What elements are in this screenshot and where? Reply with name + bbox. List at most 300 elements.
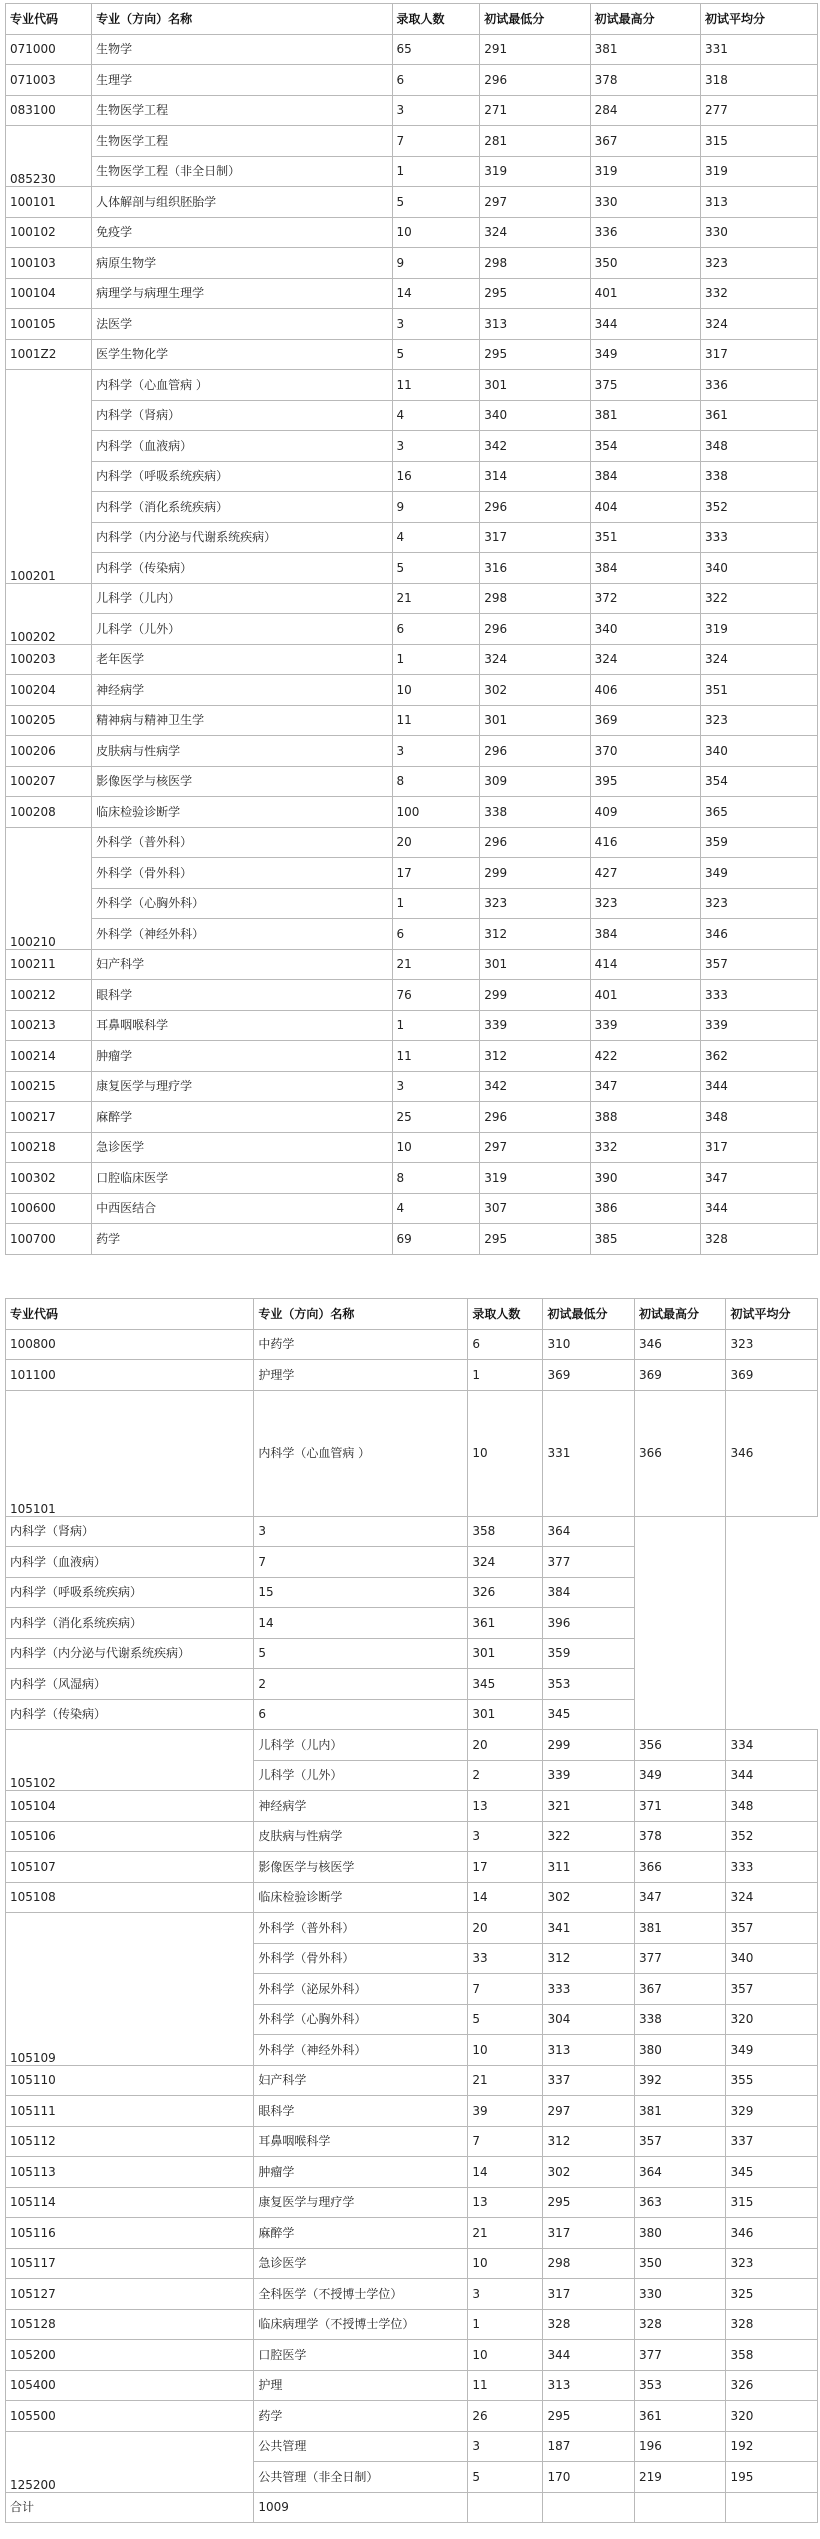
major-name-cell: 病理学与病理生理学 — [92, 278, 392, 309]
major-name-cell: 内科学（心血管病 ） — [254, 1390, 468, 1516]
major-name-cell: 内科学（血液病） — [6, 1547, 254, 1578]
min-score-cell: 295 — [543, 2401, 634, 2432]
major-code-cell: 105113 — [6, 2157, 254, 2188]
avg-score-cell: 369 — [726, 1360, 818, 1391]
min-score-cell: 297 — [543, 2096, 634, 2127]
table-row — [6, 1102, 818, 1133]
avg-score-cell: 354 — [701, 766, 818, 797]
major-code-cell: 100208 — [6, 797, 92, 828]
max-score-cell: 372 — [590, 583, 700, 614]
max-score-cell: 354 — [590, 431, 700, 462]
table-header-row — [6, 1299, 818, 1330]
min-score-cell: 302 — [480, 675, 590, 706]
admitted-count-cell: 5 — [392, 339, 480, 370]
avg-score-cell: 344 — [726, 1760, 818, 1791]
avg-score-cell: 315 — [726, 2187, 818, 2218]
avg-score-cell: 355 — [726, 2065, 818, 2096]
table-row — [6, 2370, 818, 2401]
max-score-cell: 364 — [634, 2157, 725, 2188]
empty-cell — [634, 1516, 725, 1730]
major-name-cell: 全科医学（不授博士学位） — [254, 2279, 468, 2310]
min-score-cell: 299 — [543, 1730, 634, 1761]
major-name-cell: 内科学（消化系统疾病） — [92, 492, 392, 523]
min-score-cell: 295 — [543, 2187, 634, 2218]
max-score-cell: 364 — [543, 1516, 634, 1547]
avg-score-cell: 313 — [701, 187, 818, 218]
column-header: 初试平均分 — [701, 4, 818, 35]
major-code-cell: 100215 — [6, 1071, 92, 1102]
admitted-count-cell: 6 — [468, 1329, 543, 1360]
avg-score-cell: 352 — [726, 1821, 818, 1852]
min-score-cell: 358 — [468, 1516, 543, 1547]
avg-score-cell: 344 — [701, 1193, 818, 1224]
max-score-cell: 385 — [590, 1224, 700, 1255]
avg-score-cell: 326 — [726, 2370, 818, 2401]
admitted-count-cell: 7 — [468, 1974, 543, 2005]
admitted-count-cell: 76 — [392, 980, 480, 1011]
major-code-cell: 100218 — [6, 1132, 92, 1163]
avg-score-cell: 345 — [726, 2157, 818, 2188]
major-name-cell: 内科学（风湿病） — [6, 1669, 254, 1700]
max-score-cell: 422 — [590, 1041, 700, 1072]
max-score-cell: 347 — [590, 1071, 700, 1102]
major-name-cell: 耳鼻咽喉科学 — [254, 2126, 468, 2157]
admitted-count-cell: 20 — [392, 827, 480, 858]
max-score-cell: 350 — [634, 2248, 725, 2279]
major-name-cell: 外科学（骨外科） — [92, 858, 392, 889]
table-row — [6, 797, 818, 828]
admitted-count-cell: 21 — [392, 583, 480, 614]
admitted-count-cell: 5 — [392, 553, 480, 584]
min-score-cell: 326 — [468, 1577, 543, 1608]
avg-score-cell: 317 — [701, 1132, 818, 1163]
major-name-cell: 儿科学（儿外） — [92, 614, 392, 645]
min-score-cell: 344 — [543, 2340, 634, 2371]
major-code-cell: 100102 — [6, 217, 92, 248]
max-score-cell: 284 — [590, 95, 700, 126]
major-name-cell: 护理学 — [254, 1360, 468, 1391]
table-body — [6, 1329, 818, 2523]
max-score-cell: 338 — [634, 2004, 725, 2035]
avg-score-cell: 358 — [726, 2340, 818, 2371]
max-score-cell: 384 — [590, 553, 700, 584]
column-header: 初试最低分 — [543, 1299, 634, 1330]
max-score-cell: 353 — [634, 2370, 725, 2401]
major-name-cell: 肿瘤学 — [92, 1041, 392, 1072]
min-score-cell: 311 — [543, 1852, 634, 1883]
max-score-cell: 346 — [634, 1329, 725, 1360]
min-score-cell: 170 — [543, 2462, 634, 2493]
max-score-cell: 336 — [590, 217, 700, 248]
empty-cell — [726, 2492, 818, 2523]
major-code-cell: 105108 — [6, 1882, 254, 1913]
min-score-cell: 321 — [543, 1791, 634, 1822]
major-name-cell: 外科学（神经外科） — [92, 919, 392, 950]
major-name-cell: 神经病学 — [92, 675, 392, 706]
major-code-cell: 071003 — [6, 65, 92, 96]
avg-score-cell: 317 — [701, 339, 818, 370]
avg-score-cell: 346 — [701, 919, 818, 950]
min-score-cell: 296 — [480, 492, 590, 523]
max-score-cell: 386 — [590, 1193, 700, 1224]
major-name-cell: 麻醉学 — [254, 2218, 468, 2249]
min-score-cell: 307 — [480, 1193, 590, 1224]
major-name-cell: 神经病学 — [254, 1791, 468, 1822]
total-label-cell: 合计 — [6, 2492, 254, 2523]
admission-table-1 — [5, 3, 818, 1255]
major-name-cell: 口腔临床医学 — [92, 1163, 392, 1194]
min-score-cell: 322 — [543, 1821, 634, 1852]
major-code-cell: 105127 — [6, 2279, 254, 2310]
major-code-cell: 100600 — [6, 1193, 92, 1224]
min-score-cell: 317 — [543, 2218, 634, 2249]
table-row — [6, 1193, 818, 1224]
admitted-count-cell: 6 — [392, 919, 480, 950]
table-row — [6, 248, 818, 279]
table-row — [6, 2126, 818, 2157]
min-score-cell: 301 — [480, 949, 590, 980]
major-name-cell: 外科学（泌尿外科） — [254, 1974, 468, 2005]
table-row — [6, 65, 818, 96]
table-row — [6, 187, 818, 218]
table-row — [6, 766, 818, 797]
table-row — [6, 1852, 818, 1883]
column-header: 初试最高分 — [634, 1299, 725, 1330]
avg-score-cell: 323 — [726, 1329, 818, 1360]
admitted-count-cell: 1 — [392, 1010, 480, 1041]
max-score-cell: 401 — [590, 278, 700, 309]
min-score-cell: 297 — [480, 187, 590, 218]
table-row — [6, 126, 818, 157]
table-row — [6, 1821, 818, 1852]
admitted-count-cell: 8 — [392, 1163, 480, 1194]
table-row — [6, 2431, 818, 2462]
min-score-cell: 295 — [480, 278, 590, 309]
admitted-count-cell: 65 — [392, 34, 480, 65]
table-row — [6, 370, 818, 401]
major-code-cell: 105107 — [6, 1852, 254, 1883]
min-score-cell: 319 — [480, 156, 590, 187]
avg-score-cell: 337 — [726, 2126, 818, 2157]
min-score-cell: 341 — [543, 1913, 634, 1944]
admitted-count-cell: 2 — [468, 1760, 543, 1791]
min-score-cell: 301 — [480, 705, 590, 736]
major-name-cell: 药学 — [92, 1224, 392, 1255]
max-score-cell: 381 — [634, 2096, 725, 2127]
admitted-count-cell: 10 — [392, 217, 480, 248]
min-score-cell: 281 — [480, 126, 590, 157]
min-score-cell: 319 — [480, 1163, 590, 1194]
admitted-count-cell: 11 — [392, 370, 480, 401]
table-row — [6, 522, 818, 553]
min-score-cell: 316 — [480, 553, 590, 584]
major-name-cell: 妇产科学 — [254, 2065, 468, 2096]
min-score-cell: 313 — [480, 309, 590, 340]
min-score-cell: 338 — [480, 797, 590, 828]
table-row — [6, 1913, 818, 1944]
min-score-cell: 271 — [480, 95, 590, 126]
admitted-count-cell: 3 — [468, 2431, 543, 2462]
avg-score-cell: 351 — [701, 675, 818, 706]
major-code-cell: 105112 — [6, 2126, 254, 2157]
major-code-cell: 125200 — [6, 2431, 254, 2492]
max-score-cell: 396 — [543, 1608, 634, 1639]
major-code-cell: 100205 — [6, 705, 92, 736]
admitted-count-cell: 10 — [468, 1390, 543, 1516]
min-score-cell: 291 — [480, 34, 590, 65]
max-score-cell: 328 — [634, 2309, 725, 2340]
admitted-count-cell: 9 — [392, 492, 480, 523]
max-score-cell: 369 — [634, 1360, 725, 1391]
major-name-cell: 儿科学（儿外） — [254, 1760, 468, 1791]
major-name-cell: 生物医学工程 — [92, 95, 392, 126]
avg-score-cell: 319 — [701, 156, 818, 187]
avg-score-cell: 318 — [701, 65, 818, 96]
major-name-cell: 内科学（内分泌与代谢系统疾病） — [92, 522, 392, 553]
admitted-count-cell: 13 — [468, 2187, 543, 2218]
table-row — [6, 2065, 818, 2096]
table-row — [6, 919, 818, 950]
min-score-cell: 298 — [480, 248, 590, 279]
major-code-cell: 105111 — [6, 2096, 254, 2127]
major-code-cell: 100210 — [6, 827, 92, 949]
avg-score-cell: 323 — [701, 248, 818, 279]
major-code-cell: 083100 — [6, 95, 92, 126]
admitted-count-cell: 21 — [468, 2065, 543, 2096]
avg-score-cell: 323 — [726, 2248, 818, 2279]
major-code-cell: 100800 — [6, 1329, 254, 1360]
admitted-count-cell: 7 — [254, 1547, 468, 1578]
avg-score-cell: 320 — [726, 2401, 818, 2432]
column-header: 初试平均分 — [726, 1299, 818, 1330]
major-code-cell: 100212 — [6, 980, 92, 1011]
avg-score-cell: 331 — [701, 34, 818, 65]
admitted-count-cell: 17 — [468, 1852, 543, 1883]
admitted-count-cell: 1 — [392, 644, 480, 675]
admitted-count-cell: 11 — [392, 705, 480, 736]
max-score-cell: 370 — [590, 736, 700, 767]
avg-score-cell: 333 — [726, 1852, 818, 1883]
admitted-count-cell: 6 — [392, 65, 480, 96]
major-code-cell: 100700 — [6, 1224, 92, 1255]
major-name-cell: 耳鼻咽喉科学 — [92, 1010, 392, 1041]
max-score-cell: 380 — [634, 2218, 725, 2249]
admitted-count-cell: 3 — [392, 1071, 480, 1102]
max-score-cell: 349 — [634, 1760, 725, 1791]
major-code-cell: 105128 — [6, 2309, 254, 2340]
avg-score-cell: 328 — [701, 1224, 818, 1255]
admitted-count-cell: 10 — [392, 675, 480, 706]
avg-score-cell: 349 — [701, 858, 818, 889]
max-score-cell: 319 — [590, 156, 700, 187]
min-score-cell: 369 — [543, 1360, 634, 1391]
max-score-cell: 388 — [590, 1102, 700, 1133]
avg-score-cell: 324 — [726, 1882, 818, 1913]
max-score-cell: 406 — [590, 675, 700, 706]
min-score-cell: 310 — [543, 1329, 634, 1360]
major-name-cell: 内科学（肾病） — [92, 400, 392, 431]
max-score-cell: 347 — [634, 1882, 725, 1913]
min-score-cell: 333 — [543, 1974, 634, 2005]
admitted-count-cell: 6 — [254, 1699, 468, 1730]
avg-score-cell: 332 — [701, 278, 818, 309]
major-code-cell: 100202 — [6, 583, 92, 644]
max-score-cell: 371 — [634, 1791, 725, 1822]
avg-score-cell: 340 — [701, 553, 818, 584]
min-score-cell: 296 — [480, 1102, 590, 1133]
avg-score-cell: 324 — [701, 309, 818, 340]
table-row — [6, 2340, 818, 2371]
avg-score-cell: 277 — [701, 95, 818, 126]
min-score-cell: 339 — [480, 1010, 590, 1041]
avg-score-cell: 348 — [726, 1791, 818, 1822]
admitted-count-cell: 3 — [392, 95, 480, 126]
avg-score-cell: 329 — [726, 2096, 818, 2127]
avg-score-cell: 336 — [701, 370, 818, 401]
table-row — [6, 614, 818, 645]
major-code-cell: 100204 — [6, 675, 92, 706]
max-score-cell: 384 — [543, 1577, 634, 1608]
avg-score-cell: 324 — [701, 644, 818, 675]
major-code-cell: 105117 — [6, 2248, 254, 2279]
empty-cell — [634, 2492, 725, 2523]
max-score-cell: 351 — [590, 522, 700, 553]
major-code-cell: 105500 — [6, 2401, 254, 2432]
major-code-cell: 100104 — [6, 278, 92, 309]
major-code-cell: 100101 — [6, 187, 92, 218]
column-header: 专业代码 — [6, 1299, 254, 1330]
min-score-cell: 296 — [480, 65, 590, 96]
min-score-cell: 340 — [480, 400, 590, 431]
major-name-cell: 生理学 — [92, 65, 392, 96]
table-row — [6, 1730, 818, 1761]
major-code-cell: 105102 — [6, 1730, 254, 1791]
avg-score-cell: 346 — [726, 2218, 818, 2249]
major-name-cell: 内科学（消化系统疾病） — [6, 1608, 254, 1639]
table-row — [6, 1041, 818, 1072]
max-score-cell: 404 — [590, 492, 700, 523]
max-score-cell: 427 — [590, 858, 700, 889]
admitted-count-cell: 3 — [392, 736, 480, 767]
major-code-cell: 100103 — [6, 248, 92, 279]
admitted-count-cell: 7 — [468, 2126, 543, 2157]
major-name-cell: 内科学（传染病） — [92, 553, 392, 584]
max-score-cell: 324 — [590, 644, 700, 675]
admitted-count-cell: 33 — [468, 1943, 543, 1974]
table-row — [6, 1224, 818, 1255]
max-score-cell: 340 — [590, 614, 700, 645]
table-row — [6, 2096, 818, 2127]
max-score-cell: 377 — [634, 2340, 725, 2371]
table-row — [6, 2492, 818, 2523]
admitted-count-cell: 20 — [468, 1730, 543, 1761]
max-score-cell: 378 — [590, 65, 700, 96]
avg-score-cell: 340 — [701, 736, 818, 767]
admitted-count-cell: 1 — [392, 888, 480, 919]
major-name-cell: 皮肤病与性病学 — [92, 736, 392, 767]
column-header: 录取人数 — [468, 1299, 543, 1330]
empty-cell — [468, 2492, 543, 2523]
major-name-cell: 内科学（呼吸系统疾病） — [6, 1577, 254, 1608]
major-code-cell: 100213 — [6, 1010, 92, 1041]
table-row — [6, 492, 818, 523]
major-name-cell: 康复医学与理疗学 — [254, 2187, 468, 2218]
major-code-cell: 1001Z2 — [6, 339, 92, 370]
avg-score-cell: 344 — [701, 1071, 818, 1102]
total-count-cell: 1009 — [254, 2492, 468, 2523]
admitted-count-cell: 10 — [468, 2248, 543, 2279]
major-code-cell: 105400 — [6, 2370, 254, 2401]
avg-score-cell: 334 — [726, 1730, 818, 1761]
admitted-count-cell: 100 — [392, 797, 480, 828]
major-name-cell: 公共管理 — [254, 2431, 468, 2462]
column-header: 初试最低分 — [480, 4, 590, 35]
major-name-cell: 护理 — [254, 2370, 468, 2401]
major-name-cell: 皮肤病与性病学 — [254, 1821, 468, 1852]
table-body — [6, 34, 818, 1254]
min-score-cell: 299 — [480, 858, 590, 889]
table-row — [6, 1010, 818, 1041]
max-score-cell: 377 — [634, 1943, 725, 1974]
major-name-cell: 医学生物化学 — [92, 339, 392, 370]
major-name-cell: 内科学（内分泌与代谢系统疾病） — [6, 1638, 254, 1669]
max-score-cell: 378 — [634, 1821, 725, 1852]
max-score-cell: 369 — [590, 705, 700, 736]
table-row — [6, 339, 818, 370]
max-score-cell: 377 — [543, 1547, 634, 1578]
avg-score-cell: 338 — [701, 461, 818, 492]
major-name-cell: 公共管理（非全日制） — [254, 2462, 468, 2493]
table-row — [6, 2157, 818, 2188]
max-score-cell: 366 — [634, 1390, 725, 1516]
major-name-cell: 生物医学工程（非全日制） — [92, 156, 392, 187]
major-name-cell: 外科学（神经外科） — [254, 2035, 468, 2066]
major-name-cell: 中西医结合 — [92, 1193, 392, 1224]
admitted-count-cell: 1 — [468, 1360, 543, 1391]
major-code-cell: 100105 — [6, 309, 92, 340]
min-score-cell: 317 — [480, 522, 590, 553]
admitted-count-cell: 6 — [392, 614, 480, 645]
min-score-cell: 339 — [543, 1760, 634, 1791]
major-name-cell: 急诊医学 — [254, 2248, 468, 2279]
table-row — [6, 736, 818, 767]
max-score-cell: 339 — [590, 1010, 700, 1041]
major-name-cell: 儿科学（儿内） — [92, 583, 392, 614]
admitted-count-cell: 21 — [468, 2218, 543, 2249]
min-score-cell: 361 — [468, 1608, 543, 1639]
admitted-count-cell: 3 — [392, 309, 480, 340]
max-score-cell: 384 — [590, 919, 700, 950]
table-row — [6, 400, 818, 431]
major-code-cell: 100214 — [6, 1041, 92, 1072]
major-name-cell: 中药学 — [254, 1329, 468, 1360]
major-name-cell: 内科学（心血管病 ） — [92, 370, 392, 401]
min-score-cell: 345 — [468, 1669, 543, 1700]
major-code-cell: 105106 — [6, 1821, 254, 1852]
admitted-count-cell: 13 — [468, 1791, 543, 1822]
major-code-cell: 085230 — [6, 126, 92, 187]
major-code-cell: 100211 — [6, 949, 92, 980]
major-code-cell: 100203 — [6, 644, 92, 675]
min-score-cell: 313 — [543, 2035, 634, 2066]
avg-score-cell: 323 — [701, 888, 818, 919]
avg-score-cell: 352 — [701, 492, 818, 523]
min-score-cell: 301 — [468, 1638, 543, 1669]
major-code-cell: 100302 — [6, 1163, 92, 1194]
min-score-cell: 337 — [543, 2065, 634, 2096]
avg-score-cell: 348 — [701, 431, 818, 462]
admitted-count-cell: 3 — [468, 1821, 543, 1852]
